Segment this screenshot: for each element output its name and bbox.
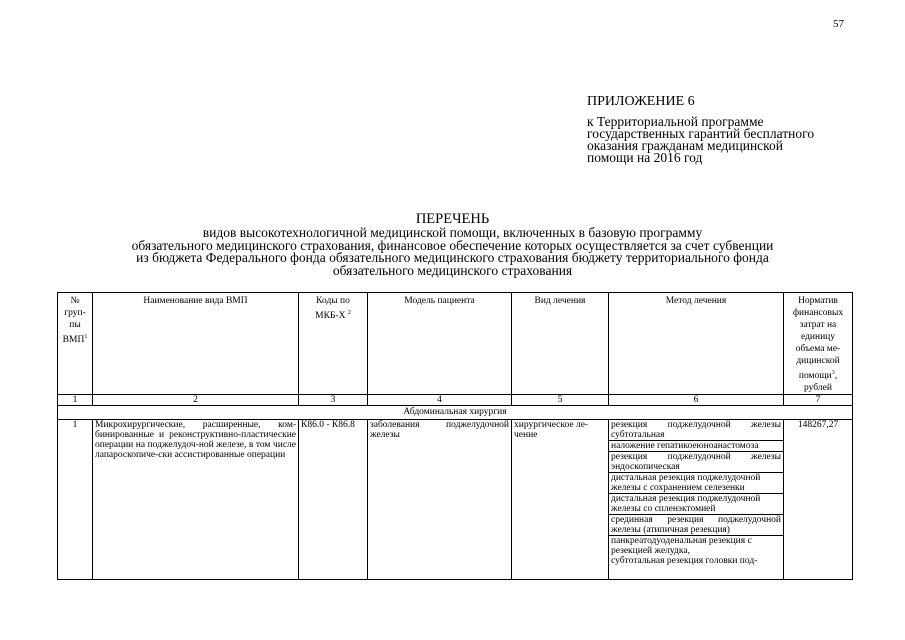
appendix-subtitle-line: государственных гарантий бесплатного xyxy=(587,126,815,141)
appendix-subtitle-line: оказания гражданам медицинской xyxy=(587,138,784,153)
method-item: резекция поджелудочной железы субтотальная xyxy=(608,420,784,441)
column-number: 6 xyxy=(609,395,784,406)
section-title: Абдоминальная хирургия xyxy=(58,406,853,420)
method-item: наложение гепатикоеюноанастомоза xyxy=(608,440,784,452)
document-subtitle-line: видов высокотехнологичной медицинской помощи, включенных в базовую программу xyxy=(202,225,703,240)
row-icd-codes: К86.0 - К86.8 xyxy=(299,420,368,580)
column-number-row xyxy=(58,395,853,406)
column-number: 3 xyxy=(299,395,368,406)
appendix-subtitle-line: помощи на 2016 год xyxy=(587,150,703,165)
header-text: Коды по xyxy=(316,296,350,306)
footnote-mark: 1 xyxy=(84,334,88,340)
table-header-row xyxy=(58,293,853,395)
column-number: 5 xyxy=(512,395,609,406)
row-patient-model: заболевания поджелудочной железы xyxy=(368,420,512,580)
method-item-line: панкреатодуоденальная резекция с резекцией желудка, xyxy=(611,536,752,557)
appendix-subtitle xyxy=(587,116,814,164)
document-subtitle-line: обязательного медицинского страхования, финансовое обеспечение которых осуществляется за счет субвенции xyxy=(131,237,774,253)
header-text: Норматив xyxy=(798,296,838,306)
header-text: финансовых xyxy=(792,308,844,318)
column-number: 4 xyxy=(368,395,512,406)
appendix-block xyxy=(587,94,814,164)
method-item-line: субтотальная резекция головки под- xyxy=(611,556,758,567)
method-item: резекция поджелудочной железы эндоскопическая xyxy=(608,451,784,473)
document-subtitle xyxy=(0,227,905,277)
header-text: объема ме- xyxy=(795,344,841,354)
document-heading xyxy=(0,212,905,277)
footnote-mark: 3 xyxy=(831,370,835,376)
appendix-subtitle-line: к Территориальной программе xyxy=(587,114,764,129)
row-treatment-type: хирургическое ле-чение xyxy=(512,420,609,580)
header-text: дицинской xyxy=(796,356,840,366)
row-treatment-methods xyxy=(609,420,784,580)
row-vmp-name: Микрохирургические, расширенные, ком-бинированные и реконструктивно-пластические операции на поджелудоч-ной железе, в том числе лапароскопиче-ски ассистированные операции xyxy=(93,420,299,580)
document-subtitle-line: обязательного медицинского страхования xyxy=(332,262,573,278)
header-text: груп- xyxy=(64,308,86,318)
method-list xyxy=(609,420,783,566)
column-number: 1 xyxy=(58,395,93,406)
header-text xyxy=(301,307,365,322)
column-number: 2 xyxy=(93,395,299,406)
header-icd-codes xyxy=(299,293,368,395)
section-row xyxy=(58,406,853,420)
header-text: затрат на xyxy=(799,320,837,330)
header-text: рублей xyxy=(804,383,832,394)
header-cost-norm xyxy=(784,293,853,395)
header-text: единицу xyxy=(800,332,835,342)
header-group-number xyxy=(58,293,93,395)
header-text: помощи xyxy=(798,371,832,382)
header-text xyxy=(60,331,90,346)
row-group-number: 1 xyxy=(58,420,93,580)
method-item: дистальная резекция поджелудочной железы с сохранением селезенки xyxy=(608,472,784,494)
footnote-mark: 2 xyxy=(347,310,351,316)
method-item xyxy=(608,535,784,566)
header-text: помощи$^3$, xyxy=(798,370,838,382)
method-item: дистальная резекция поджелудочной железы со спленэктомией xyxy=(608,493,784,515)
header-vmp-name: Наименование вида ВМП xyxy=(93,293,299,395)
method-item: срединная резекция поджелудочной железы (атипичная резекция) xyxy=(608,514,784,536)
appendix-title: ПРИЛОЖЕНИЕ 6 xyxy=(587,94,695,109)
header-treatment-type: Вид лечения xyxy=(512,293,609,395)
document-subtitle-line: из бюджета Федерального фонда обязательного медицинского страхования бюджету территориального фонда xyxy=(136,250,769,265)
header-patient-model: Модель пациента xyxy=(368,293,512,395)
vmp-table xyxy=(57,292,853,580)
header-text: ВМП xyxy=(62,335,85,346)
column-number: 7 xyxy=(784,395,853,406)
header-text: МКБ-Х xyxy=(315,311,346,322)
table-row xyxy=(58,420,853,580)
header-text: пы xyxy=(69,320,81,330)
header-treatment-method: Метод лечения xyxy=(609,293,784,395)
document-title: ПЕРЕЧЕНЬ xyxy=(415,211,490,227)
page-number: 57 xyxy=(833,18,844,30)
header-text: № xyxy=(70,296,80,306)
row-cost-norm: 148267,27 xyxy=(784,420,853,580)
